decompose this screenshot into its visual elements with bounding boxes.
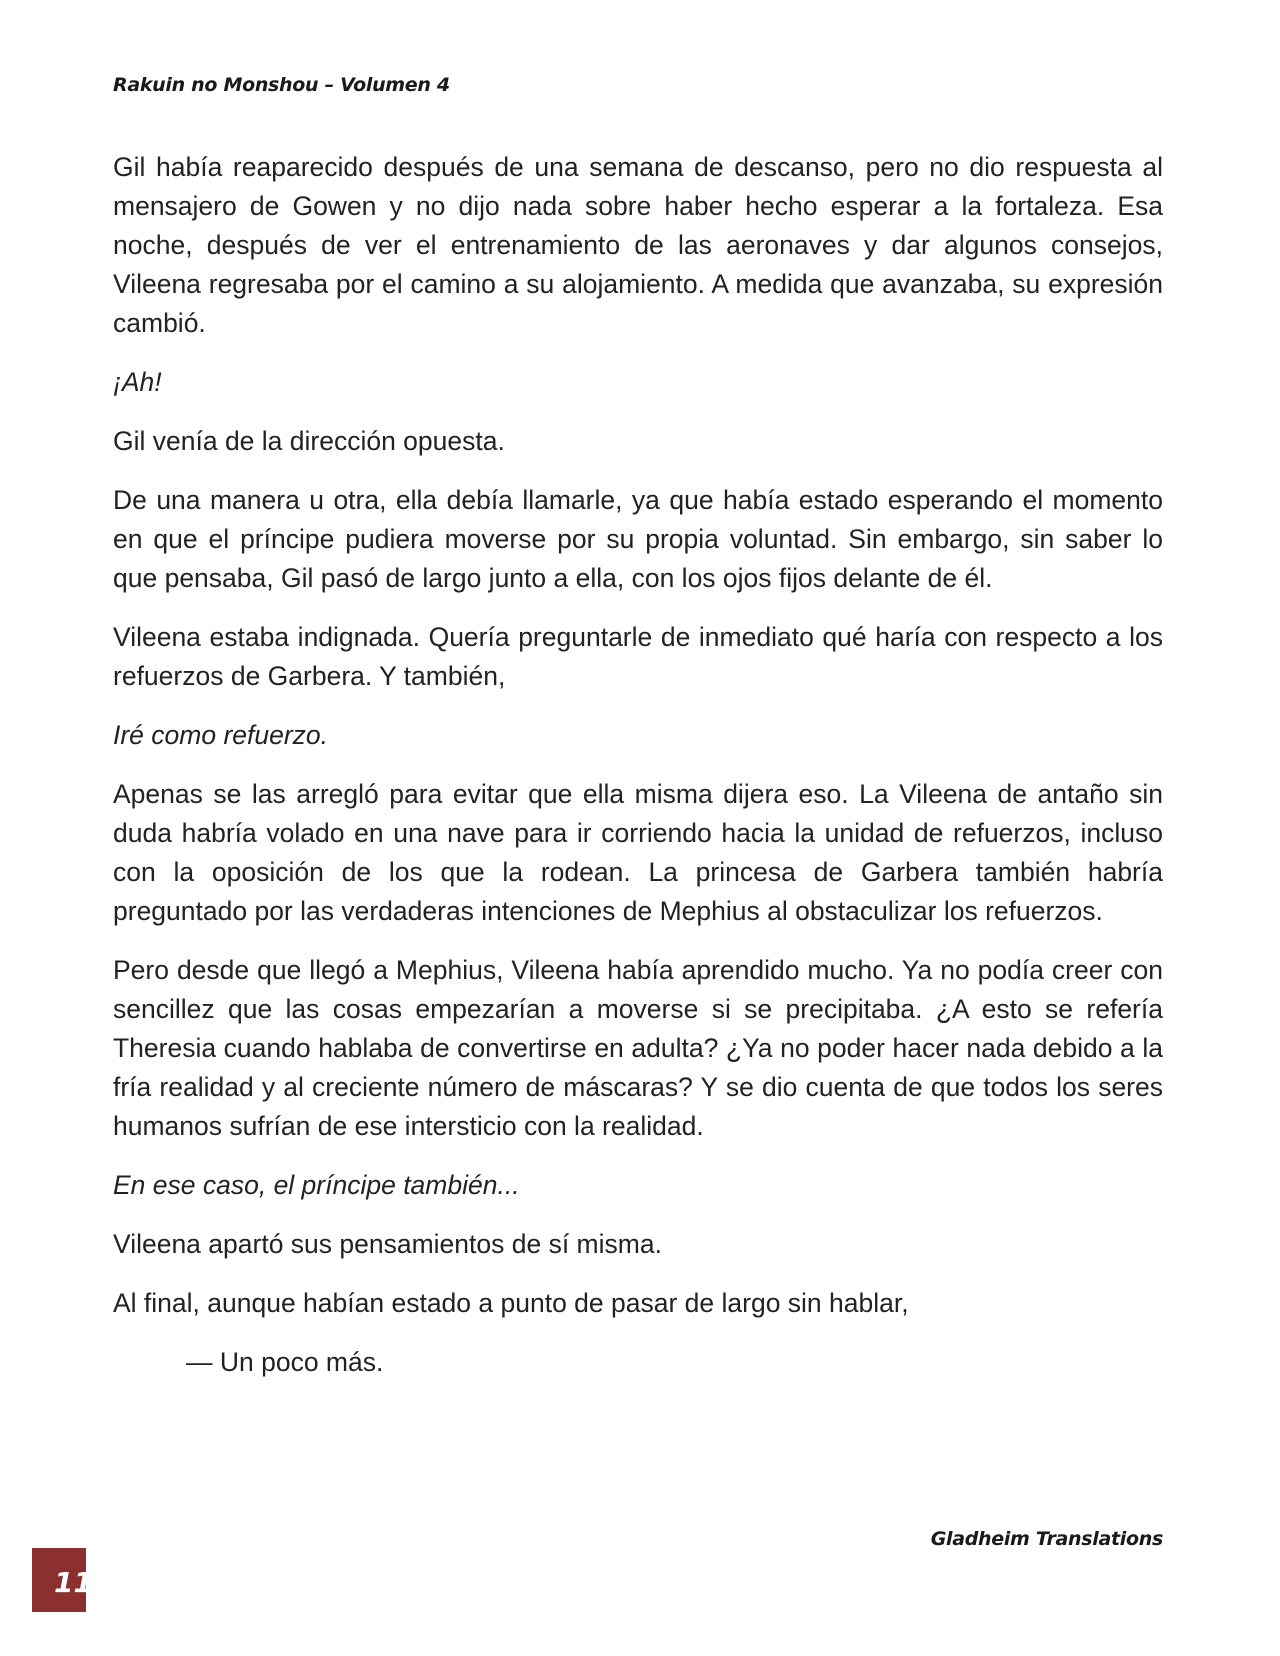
page-number: 11 xyxy=(54,1566,93,1599)
paragraph: Vileena apartó sus pensamientos de sí misma. xyxy=(113,1229,662,1259)
page-body xyxy=(113,148,1163,1402)
page-number-box xyxy=(32,1548,93,1610)
italic-thought: En ese caso, el príncipe también... xyxy=(113,1170,520,1200)
paragraph: De una manera u otra, ella debía llamarle, ya que había estado esperando el momento en que el príncipe pudiera moverse por su propia voluntad. Sin embargo, sin saber lo que pensaba, Gil pasó de largo junto a ella, con los ojos fijos delante de él. xyxy=(113,485,1163,593)
paragraph: Gil venía de la dirección opuesta. xyxy=(113,426,505,456)
paragraph: Apenas se las arregló para evitar que ella misma dijera eso. La Vileena de antaño sin duda habría volado en una nave para ir corriendo hacia la unidad de refuerzos, incluso con la oposición de los que la rodean. La princesa de Garbera también habría preguntado por las verdaderas intenciones de Mephius al obstaculizar los refuerzos. xyxy=(113,779,1163,926)
translator-credit: Gladheim Translations xyxy=(930,1528,1163,1550)
page-number-underline xyxy=(32,1610,86,1612)
dialogue-line: — Un poco más. xyxy=(186,1347,384,1377)
italic-thought: Iré como refuerzo. xyxy=(113,720,329,750)
running-header: Rakuin no Monshou – Volumen 4 xyxy=(113,74,450,96)
paragraph: Vileena estaba indignada. Quería preguntarle de inmediato qué haría con respecto a los refuerzos de Garbera. Y también, xyxy=(113,622,1163,691)
paragraph: Al final, aunque habían estado a punto de pasar de largo sin hablar, xyxy=(113,1288,909,1318)
paragraph: Pero desde que llegó a Mephius, Vileena había aprendido mucho. Ya no podía creer con sencillez que las cosas empezarían a moverse si se precipitaba. ¿A esto se refería Theresia cuando hablaba de convertirse en adulta? ¿Ya no poder hacer nada debido a la fría realidad y al creciente número de máscaras? Y se dio cuenta de que todos los seres humanos sufrían de ese intersticio con la realidad. xyxy=(113,955,1163,1141)
paragraph: Gil había reaparecido después de una semana de descanso, pero no dio respuesta al mensajero de Gowen y no dijo nada sobre haber hecho esperar a la fortaleza. Esa noche, después de ver el entrenamiento de las aeronaves y dar algunos consejos, Vileena regresaba por el camino a su alojamiento. A medida que avanzaba, su expresión cambió. xyxy=(113,152,1163,338)
italic-thought: ¡Ah! xyxy=(113,367,162,397)
